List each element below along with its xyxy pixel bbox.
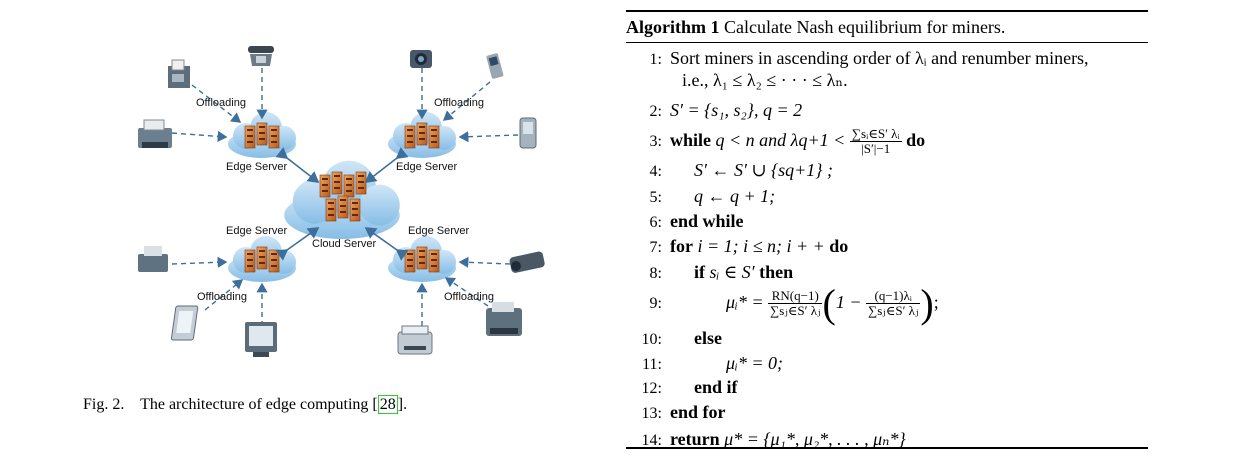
keyword: for (670, 236, 693, 256)
math-text: μᵢ* = 0; (726, 353, 784, 373)
line-content (670, 429, 906, 449)
offloading-label: Offloading (434, 97, 484, 109)
tablet-icon (171, 306, 198, 340)
fraction (768, 289, 822, 318)
figure-caption: Fig. 2. The architecture of edge computing [ 28 ]. (83, 396, 408, 413)
cloud-server (284, 161, 400, 239)
line-content (726, 280, 939, 326)
algorithm-lines (626, 43, 1148, 453)
cloud-server-label: Cloud Server (312, 238, 377, 250)
line-number: 4: (649, 163, 662, 180)
line-number: 3: (649, 132, 662, 150)
line-number: 1: (649, 51, 662, 68)
fax-icon (168, 60, 190, 88)
line-number: 14: (641, 432, 662, 449)
math-text: q ← q + 1; (694, 186, 776, 206)
bottom-rule (626, 447, 1148, 449)
math-text: μ* = {μ₁*, μ₂*, . . . , μₙ*} (724, 429, 906, 449)
keyword: end for (670, 402, 726, 422)
printer-icon (486, 302, 522, 336)
math-text: μᵢ* = (726, 291, 769, 312)
algorithm-line (626, 235, 848, 259)
line-content (694, 328, 722, 348)
monitor-icon (245, 322, 277, 357)
algorithm-line (626, 127, 925, 156)
algorithm-line (626, 47, 1089, 71)
camera-icon (410, 50, 432, 68)
line-content (694, 186, 775, 206)
algorithm-line (626, 280, 939, 326)
offloading-label: Offloading (444, 291, 494, 303)
mobile-phone-icon (486, 53, 504, 79)
edge-computing-diagram (0, 0, 600, 390)
algorithm-line (626, 69, 848, 91)
edge-server-bottom-right (388, 236, 456, 282)
line-number: 5: (649, 189, 662, 206)
algorithm-line (626, 352, 783, 376)
keyword: else (694, 328, 722, 348)
math-text: S′ ← S′ ∪ {sq+1} ; (694, 160, 833, 180)
edge-server-label: Edge Server (226, 225, 288, 237)
keyword: then (759, 262, 794, 282)
keyword: if (694, 262, 705, 282)
edge-server-bottom-left (228, 236, 296, 282)
caption-text: The architecture of edge computing (140, 396, 369, 413)
line-content (682, 70, 848, 90)
line-content (670, 126, 926, 156)
line-number: 6: (649, 214, 662, 231)
line-content (726, 353, 783, 373)
algorithm-line (626, 185, 775, 209)
line-number: 12: (641, 380, 662, 397)
line-content (694, 160, 833, 180)
edge-server-top-left (228, 112, 296, 158)
projector-icon (509, 251, 546, 274)
math-text: sᵢ ∈ S′ (709, 262, 755, 282)
math-text: i.e., λ₁ ≤ λ₂ ≤ · · · ≤ λₙ. (682, 70, 848, 90)
offloading-label: Offloading (196, 97, 246, 109)
keyword: while (670, 129, 712, 150)
algorithm-line (626, 99, 802, 123)
line-number: 13: (641, 405, 662, 422)
line-number: 10: (641, 331, 662, 348)
algorithm-line (626, 401, 726, 425)
denominator: ∑sⱼ∈S′ λⱼ (867, 303, 919, 318)
line-content (670, 211, 744, 231)
algorithm-caption: Calculate Nash equilibrium for miners. (724, 17, 1006, 37)
pda-icon (520, 118, 536, 148)
algorithm-label: Algorithm 1 (626, 17, 720, 37)
line-content (670, 236, 848, 256)
edge-server-label: Edge Server (396, 161, 458, 173)
numerator: ∑sᵢ∈S′ λᵢ (851, 126, 900, 141)
keyword: do (906, 129, 926, 150)
line-content (694, 262, 793, 282)
denominator: |S′|−1 (861, 141, 891, 156)
line-number: 11: (642, 356, 662, 373)
math-text: S′ = {s₁, s₂}, q = 2 (670, 100, 803, 120)
math-text: q < n and λq+1 < (715, 129, 850, 150)
algorithm-title (626, 12, 1148, 38)
printer-icon (138, 120, 172, 148)
close-paren: ) (920, 280, 934, 326)
fraction (866, 289, 920, 318)
keyword: do (829, 236, 849, 256)
open-paren: ( (822, 280, 836, 326)
algorithm-line (626, 327, 722, 351)
algorithm-line (626, 261, 793, 285)
math-text: 1 − (835, 291, 866, 312)
printer-icon (138, 246, 168, 272)
algorithm-line (626, 210, 744, 234)
algorithm-block (626, 10, 1148, 453)
line-content (694, 377, 738, 397)
algorithm-line (626, 376, 738, 400)
line-number: 2: (649, 103, 662, 120)
numerator: (q−1)λᵢ (866, 289, 920, 304)
keyword: end if (694, 377, 738, 397)
line-content (670, 402, 726, 422)
math-text: Sort miners in ascending order of λᵢ and renumber miners, (670, 48, 1089, 68)
line-number: 9: (649, 294, 662, 312)
scanner-icon (398, 326, 432, 354)
citation-link[interactable]: 28 (379, 396, 396, 413)
line-content (670, 48, 1089, 68)
edge-server-label: Edge Server (226, 161, 288, 173)
offloading-label: Offloading (197, 291, 247, 303)
numerator: RN(q−1) (768, 289, 822, 304)
algorithm-line (626, 159, 833, 183)
caption-end: . (403, 396, 408, 413)
edge-server-label: Edge Server (408, 225, 470, 237)
keyword: end while (670, 211, 744, 231)
caption-prefix: Fig. 2. (83, 396, 125, 413)
telephone-icon (248, 46, 274, 66)
fraction (850, 127, 902, 156)
line-number: 8: (649, 265, 662, 282)
line-number: 7: (649, 239, 662, 256)
math-text: i = 1; i ≤ n; i + + (697, 236, 825, 256)
denominator: ∑sⱼ∈S′ λⱼ (770, 303, 821, 318)
keyword: return (670, 429, 720, 449)
line-content (670, 100, 802, 120)
math-text: ; (933, 291, 939, 312)
